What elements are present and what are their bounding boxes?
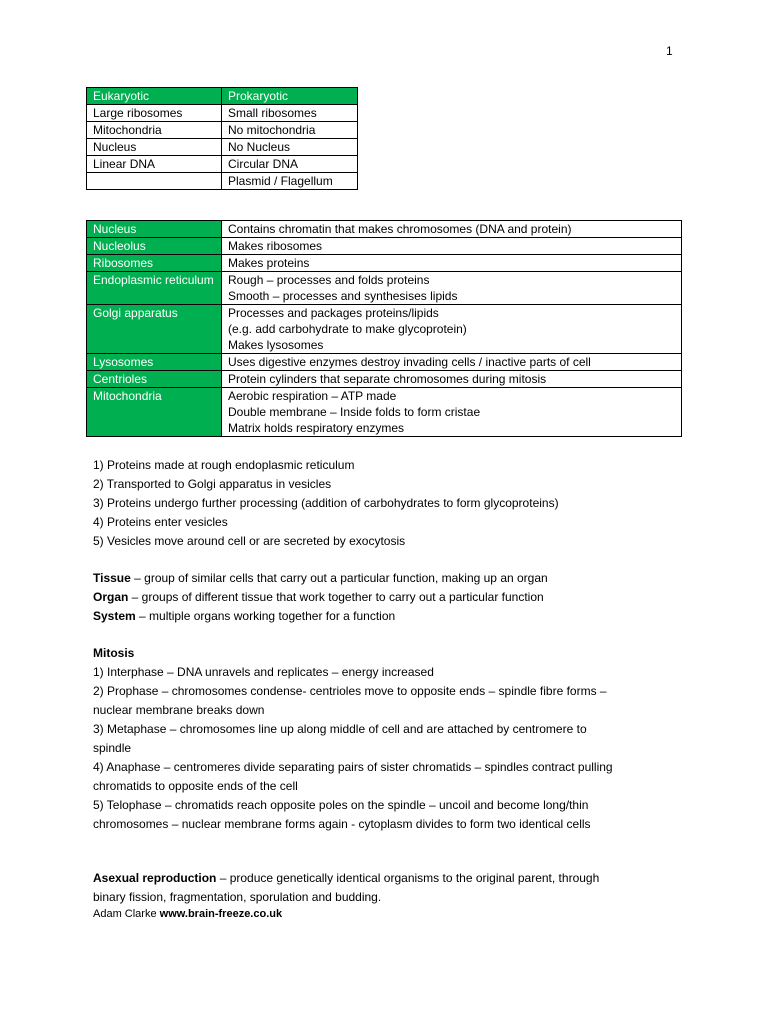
definition-item [93, 607, 548, 626]
asexual-text-line1: – produce genetically identical organisms to the original parent, through [216, 871, 600, 885]
table-cell: Circular DNA [222, 156, 358, 173]
organelle-name: Lysosomes [87, 354, 222, 371]
organelle-name: Ribosomes [87, 255, 222, 272]
table-header: Prokaryotic [222, 88, 358, 105]
description-line: Contains chromatin that makes chromosomes (DNA and protein) [228, 222, 572, 236]
list-item: 1) Interphase – DNA unravels and replicates – energy increased [93, 665, 434, 679]
definition-term: Tissue [93, 571, 131, 585]
description-line: Makes lysosomes [228, 338, 324, 352]
description-line: Makes ribosomes [228, 239, 323, 253]
mitosis-heading: Mitosis [93, 646, 135, 660]
organelle-description [222, 371, 682, 388]
organelle-description [222, 305, 682, 354]
organelle-name: Mitochondria [87, 388, 222, 437]
table-cell: Linear DNA [87, 156, 222, 173]
table-row [87, 173, 358, 190]
list-item: 3) Proteins undergo further processing (addition of carbohydrates to form glycoproteins) [93, 496, 559, 510]
table-cell: No mitochondria [222, 122, 358, 139]
definition-text: – multiple organs working together for a function [135, 609, 396, 623]
organelle-table [86, 220, 682, 437]
description-line: Matrix holds respiratory enzymes [228, 421, 405, 435]
list-item: 3) Metaphase – chromosomes line up along middle of cell and are attached by centromere to [93, 722, 587, 736]
description-line: Smooth – processes and synthesises lipids [228, 289, 458, 303]
table-row [87, 272, 682, 305]
asexual-reproduction-paragraph [93, 869, 693, 907]
protein-synthesis-steps [93, 456, 559, 551]
definition-item [93, 588, 548, 607]
organelle-description [222, 354, 682, 371]
list-item: 2) Transported to Golgi apparatus in vesicles [93, 477, 332, 491]
organelle-name: Nucleolus [87, 238, 222, 255]
organelle-name: Centrioles [87, 371, 222, 388]
table-cell: Small ribosomes [222, 105, 358, 122]
table-header-row [87, 88, 358, 105]
organelle-name: Golgi apparatus [87, 305, 222, 354]
footer-link[interactable]: www.brain-freeze.co.uk [159, 908, 283, 920]
list-item: 4) Anaphase – centromeres divide separating pairs of sister chromatids – spindles contract pulling [93, 760, 613, 774]
organelle-description [222, 238, 682, 255]
list-item: chromatids to opposite ends of the cell [93, 779, 298, 793]
definition-text: – groups of different tissue that work together to carry out a particular function [128, 590, 544, 604]
table-row [87, 221, 682, 238]
table-row [87, 388, 682, 437]
asexual-text-line2: binary fission, fragmentation, sporulation and budding. [93, 890, 382, 904]
table-cell: No Nucleus [222, 139, 358, 156]
list-item: 5) Telophase – chromatids reach opposite poles on the spindle – uncoil and become long/thin [93, 798, 589, 812]
eukaryotic-prokaryotic-table [86, 87, 358, 190]
organelle-description [222, 388, 682, 437]
section-heading [93, 644, 613, 663]
table-cell: Plasmid / Flagellum [222, 173, 358, 190]
definition-text: – group of similar cells that carry out a particular function, making up an organ [130, 571, 548, 585]
table-row [87, 139, 358, 156]
description-line: Double membrane – Inside folds to form cristae [228, 405, 481, 419]
definition-term: System [93, 609, 136, 623]
table-row [87, 105, 358, 122]
description-line: Aerobic respiration – ATP made [228, 389, 397, 403]
footer-author: Adam Clarke [93, 908, 160, 920]
list-item: 5) Vesicles move around cell or are secreted by exocytosis [93, 534, 406, 548]
asexual-term: Asexual reproduction [93, 871, 217, 885]
table-row [87, 238, 682, 255]
table-row [87, 156, 358, 173]
table-cell: Large ribosomes [87, 105, 222, 122]
table-cell: Nucleus [87, 139, 222, 156]
description-line: Makes proteins [228, 256, 310, 270]
table-row [87, 305, 682, 354]
list-item: nuclear membrane breaks down [93, 703, 265, 717]
organelle-name: Endoplasmic reticulum [87, 272, 222, 305]
list-item: 1) Proteins made at rough endoplasmic reticulum [93, 458, 355, 472]
organelle-description [222, 272, 682, 305]
organelle-description [222, 221, 682, 238]
organelle-description [222, 255, 682, 272]
mitosis-section [93, 644, 613, 834]
table-row [87, 255, 682, 272]
definition-item [93, 569, 548, 588]
list-item: chromosomes – nuclear membrane forms again - cytoplasm divides to form two identical cells [93, 817, 591, 831]
table-cell [87, 173, 222, 190]
definition-term: Organ [93, 590, 129, 604]
table-header: Eukaryotic [87, 88, 222, 105]
description-line: Uses digestive enzymes destroy invading cells / inactive parts of cell [228, 355, 591, 369]
page-number: 1 [666, 44, 673, 58]
description-line: Rough – processes and folds proteins [228, 273, 430, 287]
description-line: (e.g. add carbohydrate to make glycoprotein) [228, 322, 467, 336]
definitions-list [93, 569, 548, 626]
list-item: 2) Prophase – chromosomes condense- centrioles move to opposite ends – spindle fibre forms – [93, 684, 607, 698]
table-row [87, 122, 358, 139]
table-row [87, 354, 682, 371]
footer [93, 908, 282, 920]
table-row [87, 371, 682, 388]
list-item: 4) Proteins enter vesicles [93, 515, 228, 529]
organelle-name: Nucleus [87, 221, 222, 238]
table-cell: Mitochondria [87, 122, 222, 139]
description-line: Protein cylinders that separate chromosomes during mitosis [228, 372, 547, 386]
list-item: spindle [93, 741, 132, 755]
description-line: Processes and packages proteins/lipids [228, 306, 439, 320]
